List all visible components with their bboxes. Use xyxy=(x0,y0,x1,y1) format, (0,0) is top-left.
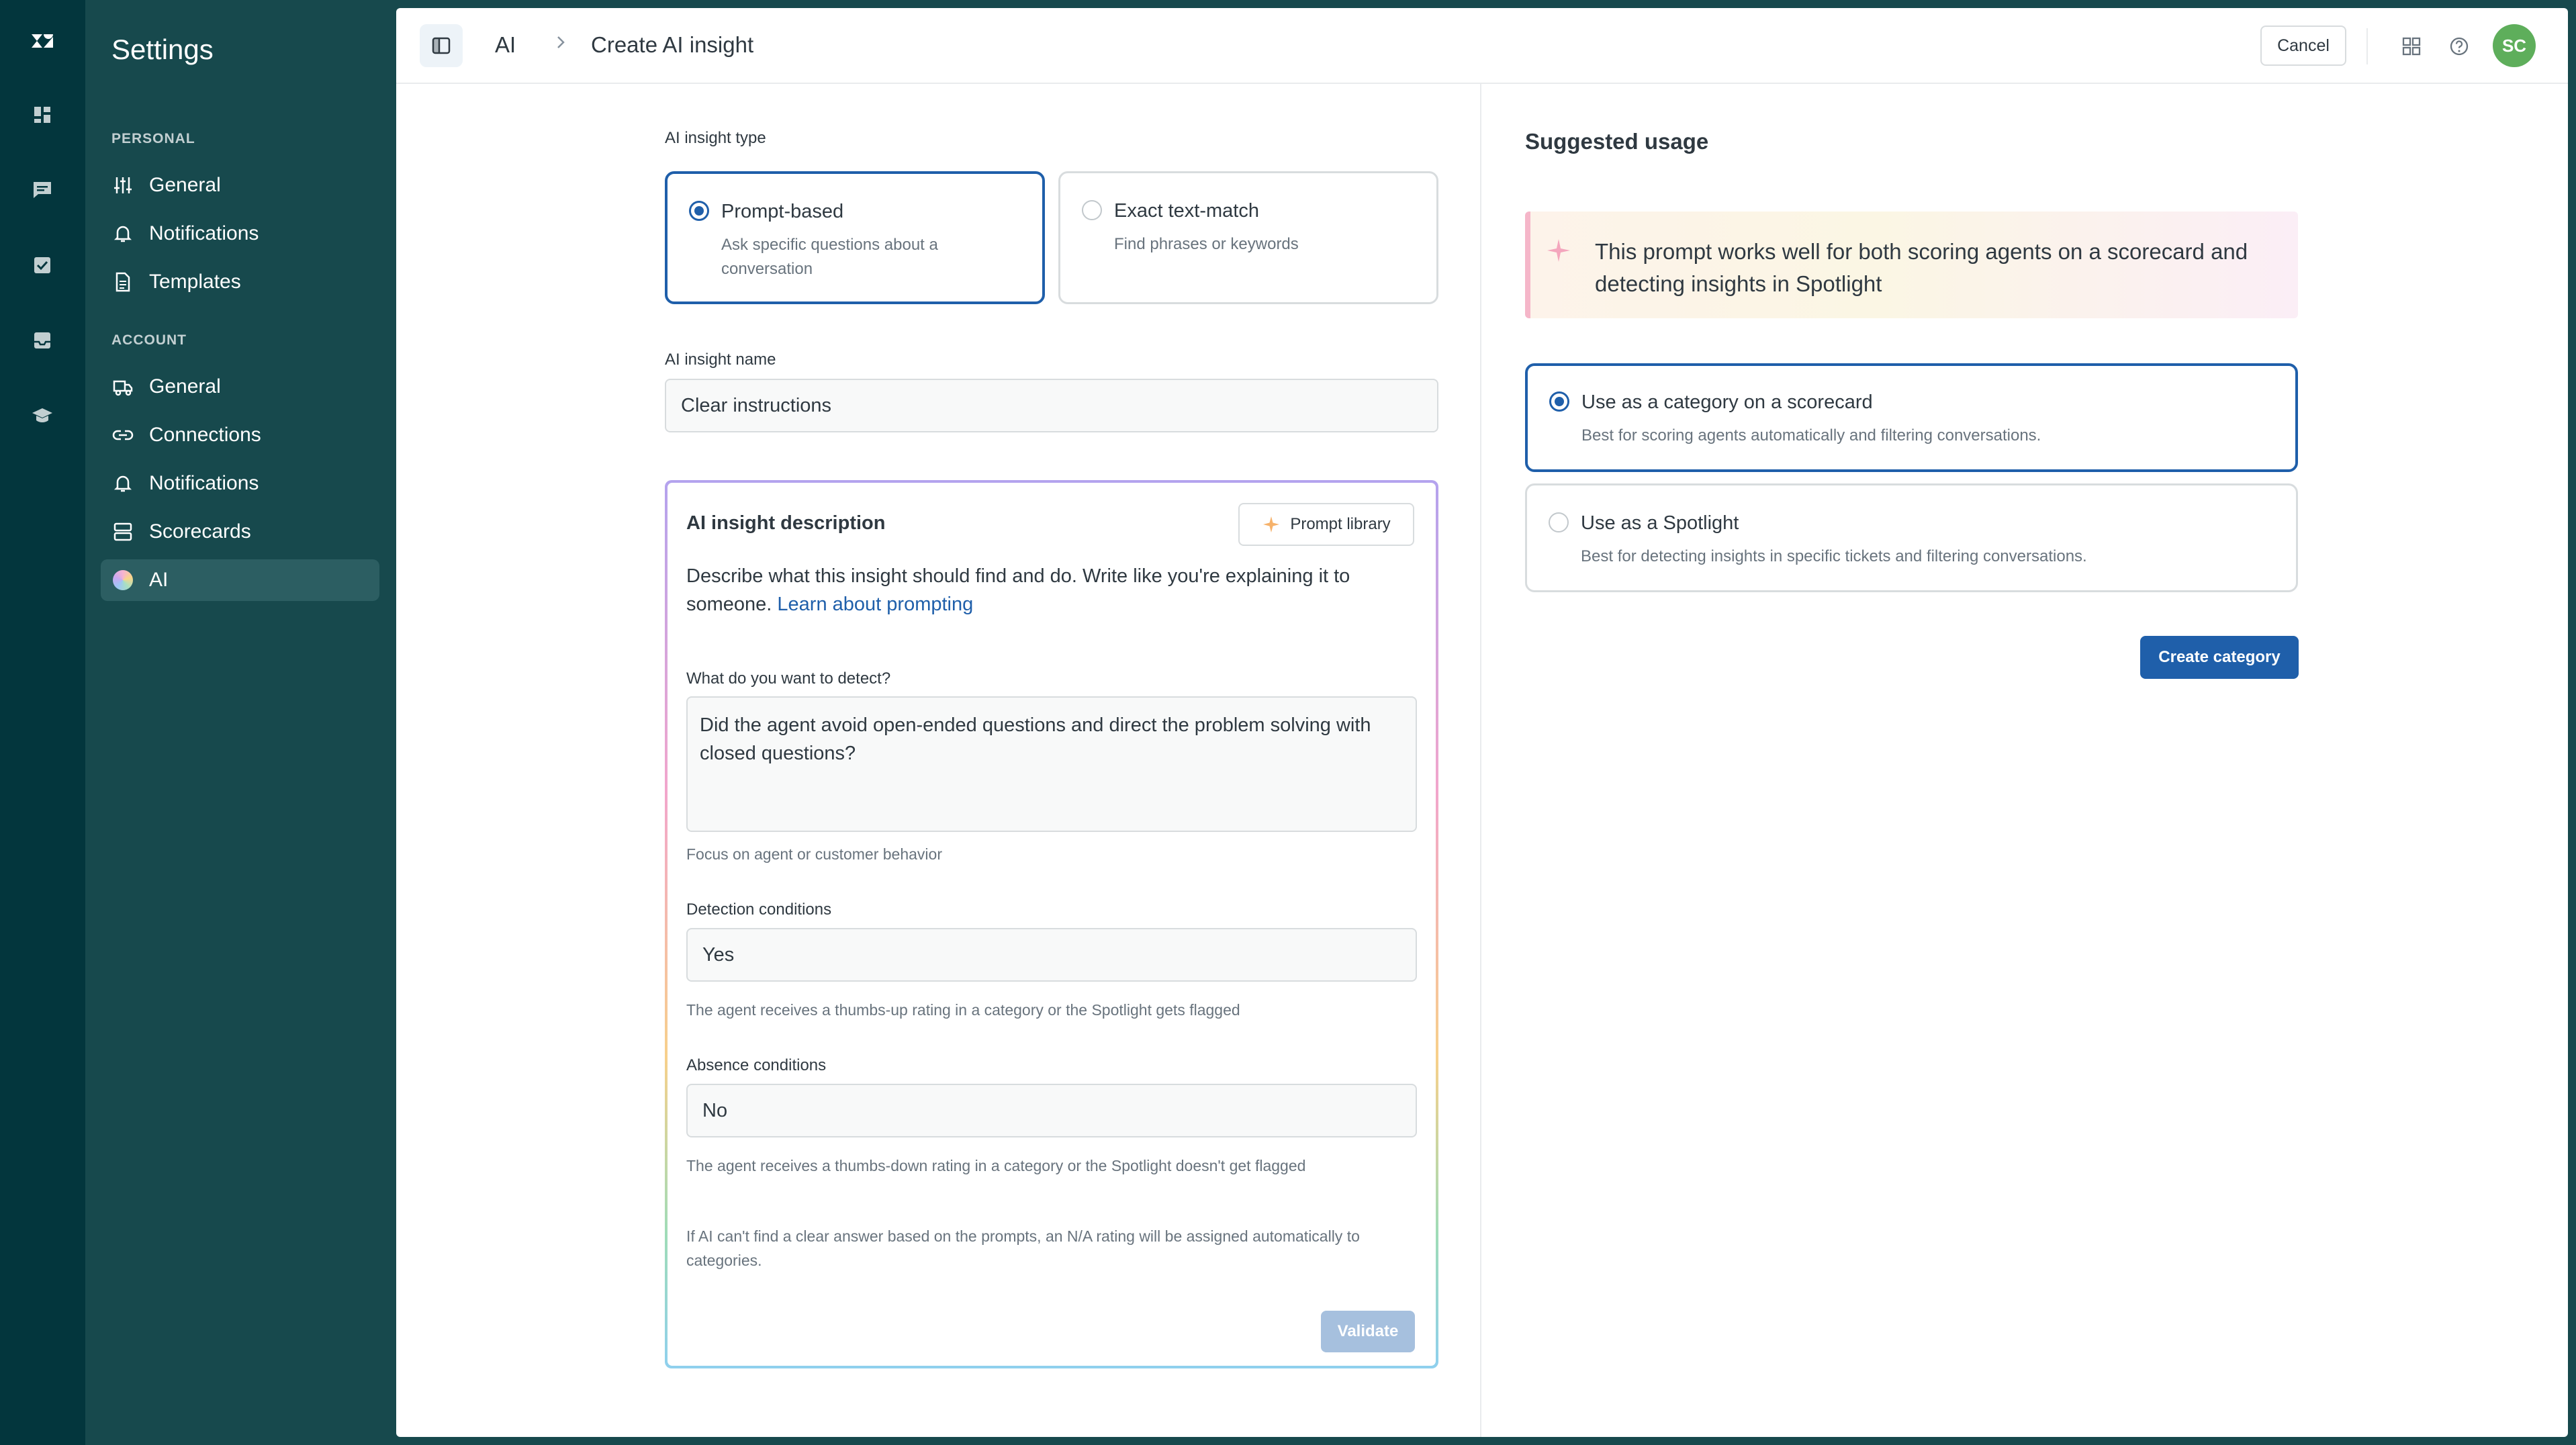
na-rating-note: If AI can't find a clear answer based on the prompts, an N/A rating will be assigned automatically to categories. xyxy=(686,1227,1360,1269)
suggestion-tip-text: This prompt works well for both scoring agents on a scorecard and detecting insights in Spotlight xyxy=(1595,239,2248,296)
sidebar-item-label: General xyxy=(149,375,221,398)
detection-conditions-input[interactable]: Yes xyxy=(686,928,1417,982)
detect-label: What do you want to detect? xyxy=(686,669,891,688)
usage-option-title: Use as a category on a scorecard xyxy=(1581,391,1873,413)
type-card-subtitle: Find phrases or keywords xyxy=(1114,235,1299,253)
type-card-subtitle: Ask specific questions about a conversation xyxy=(721,236,938,278)
detection-conditions-hint: The agent receives a thumbs-up rating in a category or the Spotlight gets flagged xyxy=(686,1001,1240,1019)
sidebar-item-label: Notifications xyxy=(149,222,259,244)
main-panel xyxy=(396,8,2568,1437)
conversations-icon[interactable] xyxy=(26,173,59,207)
detect-hint: Focus on agent or customer behavior xyxy=(686,845,942,863)
sparkle-icon xyxy=(1262,515,1281,534)
insight-name-label: AI insight name xyxy=(665,351,776,369)
prompt-library-button[interactable] xyxy=(1238,503,1414,546)
bell-icon xyxy=(111,472,134,495)
section-heading-personal: PERSONAL xyxy=(111,131,195,146)
sliders-icon xyxy=(111,174,134,197)
breadcrumb-ai[interactable]: AI xyxy=(495,32,516,57)
product-rail xyxy=(0,0,85,1445)
absence-conditions-hint: The agent receives a thumbs-down rating in a category or the Spotlight doesn't get flagged xyxy=(686,1157,1306,1174)
sidebar-item-account-notifications[interactable] xyxy=(101,463,379,504)
sidebar-item-label: Templates xyxy=(149,271,241,293)
absence-conditions-input[interactable]: No xyxy=(686,1084,1417,1137)
sidebar-item-personal-general[interactable] xyxy=(101,165,379,206)
inbox-icon[interactable] xyxy=(26,324,59,357)
type-card-exact-text-match[interactable] xyxy=(1058,171,1438,304)
header-divider xyxy=(2366,28,2368,64)
validate-button[interactable]: Validate xyxy=(1321,1311,1415,1352)
radio-use-scorecard[interactable] xyxy=(1549,391,1569,412)
prompt-library-label: Prompt library xyxy=(1290,515,1391,533)
sidebar-item-account-general[interactable] xyxy=(101,366,379,408)
description-panel xyxy=(665,480,1438,1368)
description-intro-text: Describe what this insight should find and do. Write like you're explaining it to someone. xyxy=(686,565,1350,615)
usage-option-subtitle: Best for scoring agents automatically and filtering conversations. xyxy=(1581,426,2041,445)
sidebar-item-label: AI xyxy=(149,569,169,591)
usage-option-subtitle: Best for detecting insights in specific tickets and filtering conversations. xyxy=(1581,547,2087,565)
usage-option-title: Use as a Spotlight xyxy=(1581,512,1739,534)
sidebar-item-scorecards[interactable] xyxy=(101,511,379,553)
section-heading-account: ACCOUNT xyxy=(111,332,187,348)
detect-textarea[interactable]: Did the agent avoid open-ended questions and direct the problem solving with closed questions? xyxy=(686,696,1417,832)
sidebar-title: Settings xyxy=(111,34,214,65)
truck-icon xyxy=(111,375,134,398)
scorecard-icon xyxy=(111,520,134,543)
learning-icon[interactable] xyxy=(26,399,59,432)
sidebar-item-personal-notifications[interactable] xyxy=(101,213,379,254)
suggestion-tip xyxy=(1525,212,2298,318)
sparkle-icon xyxy=(1545,237,1572,264)
sidebar-item-label: General xyxy=(149,174,221,196)
header-bar xyxy=(396,8,2568,84)
document-icon xyxy=(111,271,134,293)
settings-sidebar xyxy=(85,0,396,1445)
sidebar-item-label: Scorecards xyxy=(149,520,251,543)
absence-conditions-label: Absence conditions xyxy=(686,1056,827,1074)
panel-toggle-icon xyxy=(430,34,453,57)
link-icon xyxy=(111,424,134,447)
learn-about-prompting-link[interactable]: Learn about prompting xyxy=(777,594,974,615)
type-card-title: Prompt-based xyxy=(721,201,844,222)
ai-gradient-icon xyxy=(111,569,134,592)
type-card-title: Exact text-match xyxy=(1114,200,1259,222)
description-title: AI insight description xyxy=(686,512,886,534)
cancel-button[interactable]: Cancel xyxy=(2260,26,2346,66)
sidebar-item-templates[interactable] xyxy=(101,261,379,303)
chevron-right-icon xyxy=(549,31,572,54)
help-icon[interactable] xyxy=(2448,35,2471,58)
create-category-button[interactable]: Create category xyxy=(2140,636,2299,679)
suggested-usage-title: Suggested usage xyxy=(1525,129,1709,154)
apps-grid-icon[interactable] xyxy=(2400,35,2423,58)
radio-use-spotlight[interactable] xyxy=(1549,512,1569,532)
zendesk-logo-icon[interactable] xyxy=(26,24,59,58)
insight-type-label: AI insight type xyxy=(665,129,766,147)
sidebar-item-connections[interactable] xyxy=(101,414,379,456)
sidebar-item-label: Connections xyxy=(149,424,261,446)
radio-exact-text-match[interactable] xyxy=(1082,200,1102,220)
sidebar-item-label: Notifications xyxy=(149,472,259,494)
bell-icon xyxy=(111,222,134,245)
type-card-prompt-based[interactable] xyxy=(665,171,1045,304)
description-intro xyxy=(686,562,1418,618)
detection-conditions-label: Detection conditions xyxy=(686,900,832,919)
sidebar-item-ai[interactable] xyxy=(101,559,379,601)
breadcrumb-current-page: Create AI insight xyxy=(591,32,754,57)
dashboard-icon[interactable] xyxy=(26,98,59,132)
usage-option-scorecard[interactable] xyxy=(1525,363,2298,472)
avatar[interactable]: SC xyxy=(2493,24,2536,67)
tasks-icon[interactable] xyxy=(26,248,59,282)
radio-prompt-based[interactable] xyxy=(689,201,709,221)
insight-name-input[interactable]: Clear instructions xyxy=(665,379,1438,432)
sidebar-toggle-button[interactable] xyxy=(420,24,463,67)
column-divider xyxy=(1480,84,1481,1437)
usage-option-spotlight[interactable] xyxy=(1525,483,2298,592)
